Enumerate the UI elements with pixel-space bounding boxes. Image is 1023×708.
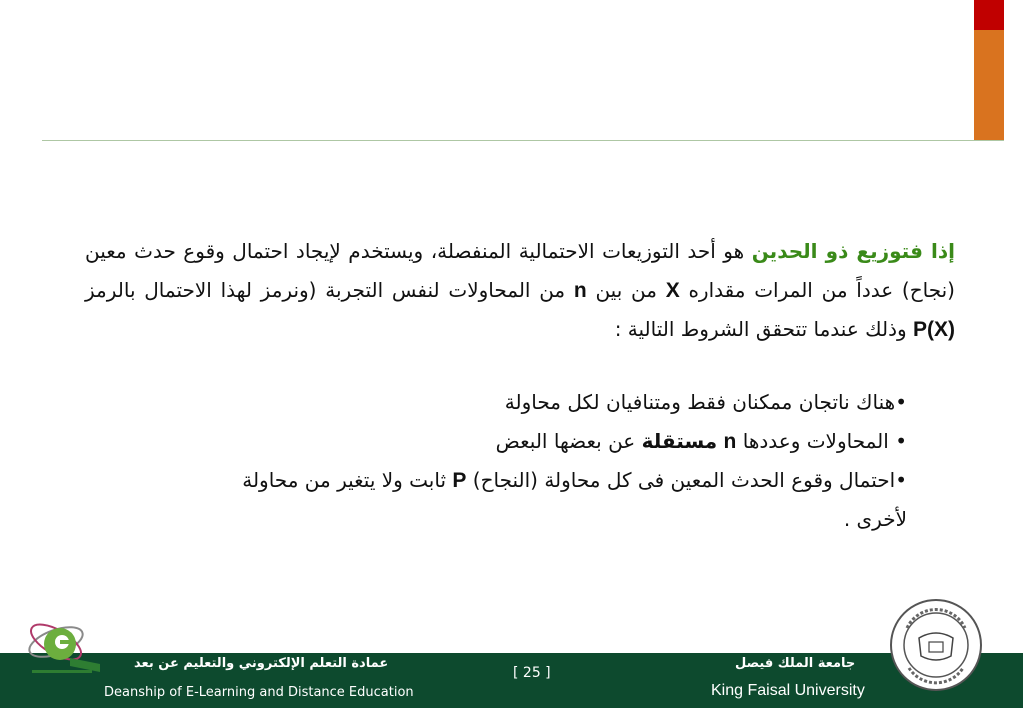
symbol-X: X [665,279,680,302]
accent-bar-red [974,0,1004,30]
footer-university-english: King Faisal University [711,682,865,699]
conditions-list [67,383,907,539]
condition-3 [67,461,907,500]
condition-3-text-b: ثابت ولا يتغير من محاولة [242,468,453,492]
symbol-n-2: n [723,430,737,453]
university-seal-icon [889,598,983,692]
definition-term: إذا فتوزيع ذو الحدين [751,239,955,263]
condition-2-text-a: • المحاولات وعددها [736,429,907,453]
condition-1: •هناك ناتجان ممكنان فقط ومتنافيان لكل محاولة [504,390,907,414]
definition-text-4: وذلك عندما تتحقق الشروط التالية : [614,317,913,341]
symbol-n: n [573,279,587,302]
condition-2 [67,422,907,461]
footer-deanship-english: Deanship of E-Learning and Distance Education [104,685,414,700]
deanship-logo-icon [22,612,102,680]
condition-3-continuation: لأخرى . [843,507,907,531]
page-number: [ 25 ] [513,665,551,681]
definition-text-2: من بين [586,278,666,302]
accent-bar-orange [974,30,1004,141]
footer-university-arabic: جامعة الملك فيصل [735,656,856,671]
symbol-P: P [452,469,467,492]
independent-word: مستقلة [641,429,718,453]
definition-text-1: هو أحد التوزيعات الاحتمالية المنفصلة، ويستخدم لإيجاد احتمال وقوع حدث معين (نجاح) عدداً من المرات مقداره [85,239,955,302]
header-divider [42,140,1004,141]
condition-3-text-a: •احتمال وقوع الحدث المعين فى كل محاولة (النجاح) [466,468,907,492]
definition-text-3: من المحاولات لنفس التجربة (ونرمز لهذا الاحتمال بالرمز [85,278,574,302]
condition-2-text-c: عن بعضها البعض [495,429,642,453]
definition-paragraph [85,232,955,349]
symbol-PX: P(X) [913,318,955,341]
footer-deanship-arabic: عمادة التعلم الإلكتروني والتعليم عن بعد [134,656,389,671]
